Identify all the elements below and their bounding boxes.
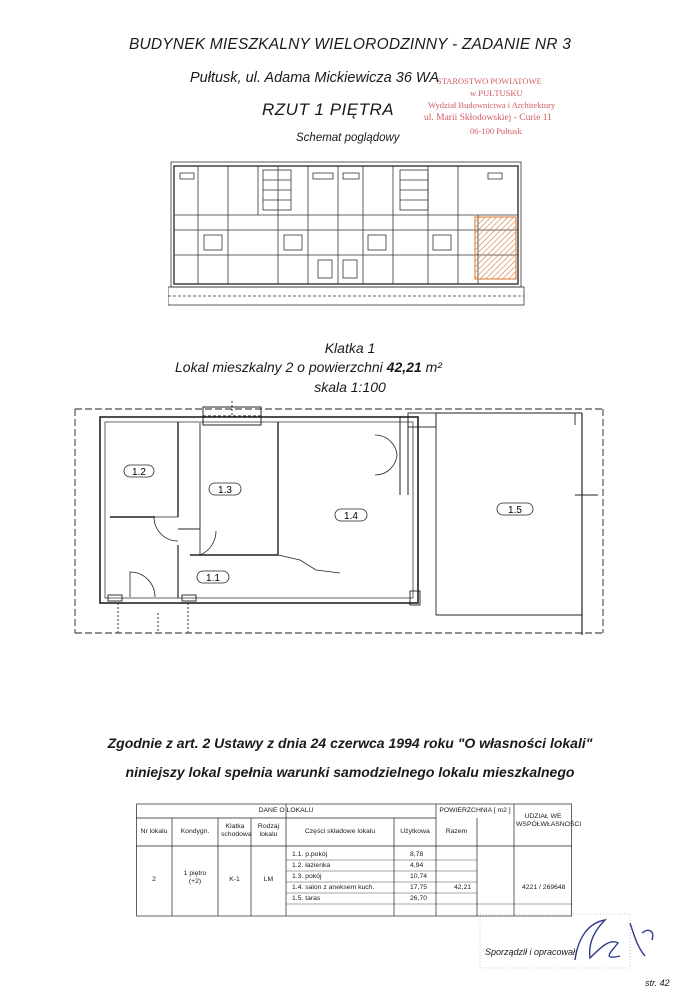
col-klatka: Klatka schodowa [221, 823, 252, 839]
prepared-by-label: Sporządził i opracował: [485, 947, 578, 957]
room-label-1-5 [497, 503, 533, 516]
svg-text:1.3: 1.3 [218, 485, 232, 496]
room-label-1-2 [124, 465, 154, 478]
unit-area-value: 42,21 [386, 359, 422, 375]
plan-title: RZUT 1 PIĘTRA [262, 100, 395, 119]
document-title: BUDYNEK MIESZKALNY WIELORODZINNY - ZADANIE NR 3 [128, 36, 572, 53]
col-kondygnacja: Kondygn. [180, 828, 210, 835]
unit-area-line: Lokal mieszkalny 2 o powierzchni 42,21 m² [175, 359, 442, 375]
table-row: 1.3. pokój [292, 873, 322, 880]
cell-udzial: 4221 / 269648 [522, 884, 566, 891]
svg-text:1.5: 1.5 [508, 505, 522, 516]
header-dane-o-lokalu: DANE O LOKALU [258, 807, 314, 814]
svg-text:1.2: 1.2 [132, 467, 146, 478]
table-row: 1.1. p.pokój [292, 851, 328, 858]
col-rodzaj: Rodzaj lokalu [257, 823, 280, 839]
table-cell-area: 17,75 [410, 884, 428, 891]
room-label-1-1 [197, 571, 229, 584]
cell-klatka: K-1 [229, 876, 240, 883]
col-razem: Razem [445, 828, 468, 835]
table-row: 1.4. salon z aneksem kuch. [292, 884, 375, 891]
table-row: 1.2. łazienka [292, 862, 331, 869]
staircase-label: Klatka 1 [324, 340, 376, 356]
svg-text:1.4: 1.4 [344, 511, 358, 522]
scale-label: skala 1:100 [314, 379, 386, 395]
legal-basis-line: Zgodnie z art. 2 Ustawy z dnia 24 czerwca 1994 roku "O własności lokali" [107, 735, 593, 751]
col-czesci-skladowe: Części składowe lokalu [304, 828, 376, 835]
cell-rodzaj: LM [263, 876, 274, 883]
header-udzial: UDZIAŁ WE WSPÓŁWŁASNOŚCI [516, 813, 582, 829]
header-powierzchnia: POWIERZCHNIA [ m2 ] [439, 807, 511, 814]
page-number: str. 42 [645, 978, 670, 988]
plan-subtitle: Schemat poglądowy [296, 132, 400, 144]
unit-data-table [136, 800, 582, 920]
table-row: 1.5. taras [292, 895, 321, 902]
col-nr-lokalu: Nr lokalu [140, 828, 168, 835]
table-cell-area: 8,78 [410, 851, 424, 858]
col-uzytkowa: Użytkowa [400, 828, 430, 835]
room-label-1-4 [335, 509, 367, 522]
cell-razem: 42,21 [454, 884, 472, 891]
legal-statement-line: niniejszy lokal spełnia warunki samodzielnego lokalu mieszkalnego [125, 764, 575, 780]
table-cell-area: 4,94 [410, 862, 424, 869]
room-label-1-3 [209, 483, 241, 496]
signature-stamp [470, 908, 660, 983]
table-cell-area: 26,70 [410, 895, 428, 902]
svg-text:1.1: 1.1 [206, 573, 220, 584]
building-address: Pułtusk, ul. Adama Mickiewicza 36 WA [190, 70, 440, 86]
cell-kondygnacja: 1 piętro (+2) [183, 870, 207, 886]
cell-nr: 2 [152, 876, 156, 883]
unit-floor-plan [70, 395, 610, 645]
building-schematic [168, 155, 528, 315]
table-cell-area: 10,74 [410, 873, 428, 880]
